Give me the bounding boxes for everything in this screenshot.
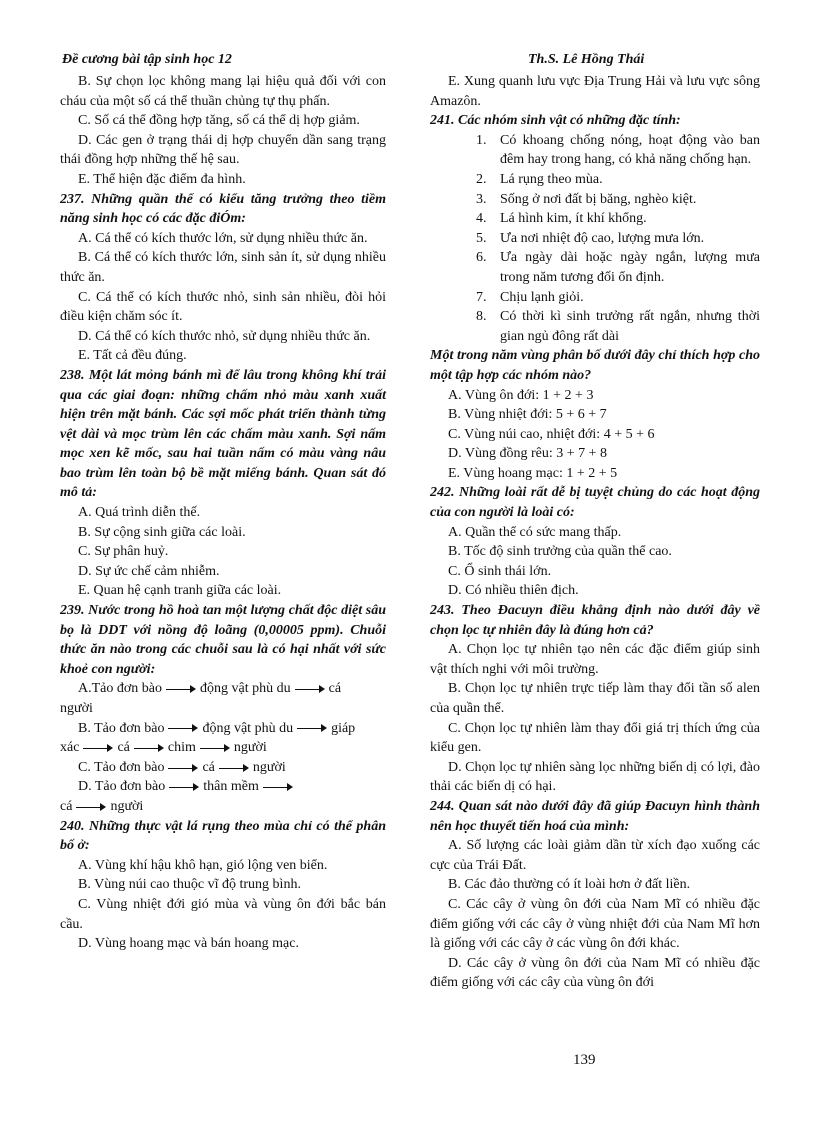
option-237-d: D. Cá thể có kích thước nhỏ, sử dụng nhiều thức ăn. — [78, 328, 371, 344]
question-241: 241. Các nhóm sinh vật có những đặc tính: — [430, 113, 681, 129]
question-238: 238. Một lát mỏng bánh mì để lâu trong không khí trải qua các giai đoạn: những chấm nhỏ màu xanh xuất hiện trên mặt bánh. Các sợi mốc phát triển thành từng vệt dài và mọc trùm lên các chấm màu xanh. Sợi nấm mọc xen kẽ mốc, sau hai tuần nấm có màu vàng nâu bao trùm lên toàn bộ bề mặt miếng bánh. Quan sát đó mô tả: — [60, 367, 386, 501]
option-237-e: E. Tất cả đều đúng. — [78, 348, 187, 364]
arrow-right-icon — [166, 684, 196, 694]
option-237-a: A. Cá thể có kích thước lớn, sử dụng nhiều thức ăn. — [78, 230, 368, 246]
chain-step: D. Tảo đơn bào — [78, 779, 166, 795]
option-236-d: D. Các gen ở trạng thái dị hợp chuyển dần sang trạng thái đồng hợp những thế hệ sau. — [60, 132, 386, 168]
question-239: 239. Nước trong hồ hoà tan một lượng chất độc diệt sâu bọ là DDT với nồng độ loãng (0,00005 ppm). Chuỗi thức ăn nào trong các chuỗi sau là có hại nhất với sức khoẻ con người: — [60, 603, 386, 677]
chain-step: C. Tảo đơn bào — [78, 759, 165, 775]
list-item: 6. Ưa ngày dài hoặc ngày ngắn, lượng mưa trong năm tương đối ổn định. — [476, 250, 760, 285]
option-240-b: B. Vùng núi cao thuộc vĩ độ trung bình. — [78, 877, 301, 893]
chain-step: người — [110, 798, 144, 814]
arrow-right-icon — [134, 743, 164, 753]
option-242-a: A. Quần thể có sức mang thấp. — [448, 524, 622, 540]
option-238-b: B. Sự cộng sinh giữa các loài. — [78, 524, 246, 540]
option-241-d: D. Vùng đồng rêu: 3 + 7 + 8 — [448, 446, 608, 462]
option-242-c: C. Ổ sinh thái lớn. — [448, 563, 552, 579]
chain-step: xác — [60, 740, 80, 756]
arrow-right-icon — [168, 723, 198, 733]
option-239-d — [60, 777, 386, 816]
option-244-d: D. Các cây ở vùng ôn đới của Nam Mĩ có nhiều đặc điểm giống với các cây của vùng ôn đới — [430, 955, 760, 991]
page-number: 139 — [573, 1052, 596, 1068]
option-243-d: D. Chọn lọc tự nhiên sàng lọc những biến dị có lợi, đào thải các biến dị có hại. — [430, 759, 760, 795]
list-item: 3. Sống ở nơi đất bị băng, nghèo kiệt. — [476, 191, 697, 207]
chain-step: giáp — [331, 720, 356, 736]
option-242-d: D. Có nhiều thiên địch. — [448, 583, 579, 599]
chain-step: động vật phù du — [200, 681, 291, 697]
option-237-c: C. Cá thể có kích thước nhỏ, sinh sản nhiều, đòi hỏi điều kiện chăm sóc ít. — [60, 289, 386, 325]
chain-step: động vật phù du — [202, 720, 294, 736]
list-item: 7. Chịu lạnh giỏi. — [476, 289, 584, 305]
option-244-b: B. Các đảo thường có ít loài hơn ở đất liền. — [448, 877, 691, 893]
chain-step: B. Tảo đơn bào — [78, 720, 165, 736]
option-243-a: A. Chọn lọc tự nhiên tạo nên các đặc điểm giúp sinh vật thích nghi với môi trường. — [430, 642, 760, 677]
option-240-d: D. Vùng hoang mạc và bán hoang mạc. — [78, 936, 299, 952]
chain-step: cá — [117, 740, 130, 756]
chain-step: người — [60, 701, 93, 716]
option-238-c: C. Sự phân huỷ. — [78, 544, 169, 560]
option-239-c — [60, 758, 386, 778]
option-244-a: A. Số lượng các loài giảm dần từ xích đạo xuống các cực của Trái Đất. — [430, 838, 760, 873]
question-244: 244. Quan sát nào dưới đây đã giúp Đacuyn hình thành nên học thuyết tiến hoá của mình: — [430, 798, 760, 834]
option-238-e: E. Quan hệ cạnh tranh giữa các loài. — [78, 583, 282, 599]
option-241-c: C. Vùng núi cao, nhiệt đới: 4 + 5 + 6 — [448, 426, 655, 442]
arrow-right-icon — [295, 684, 325, 694]
arrow-right-icon — [168, 763, 198, 773]
right-column — [430, 72, 760, 993]
option-238-a: A. Quá trình diễn thế. — [78, 505, 201, 521]
option-243-c: C. Chọn lọc tự nhiên làm thay đổi giá trị thích ứng của kiểu gen. — [430, 720, 760, 756]
arrow-right-icon — [263, 782, 293, 792]
arrow-right-icon — [83, 743, 113, 753]
list-item: 2. Lá rụng theo mùa. — [476, 171, 603, 187]
arrow-right-icon — [219, 763, 249, 773]
arrow-right-icon — [297, 723, 327, 733]
header-document-title: Đề cương bài tập sinh học 12 — [62, 52, 232, 67]
chain-step: người — [252, 759, 286, 775]
option-236-b: B. Sự chọn lọc không mang lại hiệu quả đối với con cháu của một số cá thể thuần chủng tự thụ phấn. — [60, 74, 386, 109]
option-241-e: E. Vùng hoang mạc: 1 + 2 + 5 — [448, 465, 618, 481]
option-237-b: B. Cá thể có kích thước lớn, sinh sản ít, sử dụng nhiều thức ăn. — [60, 250, 386, 285]
arrow-right-icon — [169, 782, 199, 792]
option-240-a: A. Vùng khí hậu khô hạn, gió lộng ven biển. — [78, 857, 328, 873]
arrow-right-icon — [200, 743, 230, 753]
option-244-c: C. Các cây ở vùng ôn đới của Nam Mĩ có nhiều đặc điểm giống với các cây ở vùng nhiệt đới của Nam Mĩ hơn là giống với các cây ở các vùng ôn đới khác. — [430, 896, 760, 952]
list-item: 4. Lá hình kim, ít khí khổng. — [476, 211, 647, 227]
trait-list — [430, 131, 760, 347]
question-243: 243. Theo Đacuyn điều khẳng định nào dưới đây về chọn lọc tự nhiên đây là đúng hơn cả? — [430, 603, 760, 638]
chain-step: cá — [60, 798, 73, 814]
chain-step: người — [233, 740, 267, 756]
option-243-b: B. Chọn lọc tự nhiên trực tiếp làm thay đổi tần số alen của quần thể. — [430, 681, 760, 716]
list-item: 8. Có thời kì sinh trưởng rất ngắn, nhưng thời gian ngủ đông rất dài — [476, 309, 760, 344]
option-242-b: B. Tốc độ sinh trưởng của quần thể cao. — [448, 544, 672, 560]
option-240-c: C. Vùng nhiệt đới gió mùa và vùng ôn đới bắc bán cầu. — [60, 896, 386, 932]
header-author: Th.S. Lê Hồng Thái — [528, 52, 645, 67]
left-column — [60, 72, 386, 954]
question-242: 242. Những loài rất dễ bị tuyệt chủng do các hoạt động của con người là loài có: — [430, 485, 760, 521]
option-239-a — [60, 679, 386, 718]
question-237: 237. Những quần thể có kiểu tăng trưởng theo tiềm năng sinh học có các đặc điÓm: — [60, 191, 386, 227]
option-241-a: A. Vùng ôn đới: 1 + 2 + 3 — [448, 387, 594, 403]
question-240: 240. Những thực vật lá rụng theo mùa chỉ có thể phân bố ở: — [60, 818, 386, 854]
chain-step: cá — [328, 681, 342, 697]
option-239-b — [60, 719, 386, 758]
question-241-sub: Một trong năm vùng phân bố dưới đây chỉ thích hợp cho một tập hợp các nhóm nào? — [430, 348, 760, 383]
option-240-e: E. Xung quanh lưu vực Địa Trung Hải và lưu vực sông Amazôn. — [430, 74, 760, 109]
option-236-c: C. Số cá thể đồng hợp tăng, số cá thể dị hợp giảm. — [78, 113, 360, 129]
chain-step: cá — [202, 759, 215, 775]
chain-step: thân mềm — [203, 779, 259, 795]
arrow-right-icon — [76, 802, 106, 812]
chain-step: A.Tảo đơn bào — [78, 681, 162, 697]
chain-step: chim — [167, 740, 196, 756]
list-item: 1. Có khoang chống nóng, hoạt động vào ban đêm hay trong hang, có khả năng chống hạn. — [476, 132, 760, 168]
option-241-b: B. Vùng nhiệt đới: 5 + 6 + 7 — [448, 407, 607, 423]
option-238-d: D. Sự ức chế cảm nhiễm. — [78, 563, 220, 579]
option-236-e: E. Thể hiện đặc điểm đa hình. — [78, 171, 246, 187]
list-item: 5. Ưa nơi nhiệt độ cao, lượng mưa lớn. — [476, 230, 705, 246]
